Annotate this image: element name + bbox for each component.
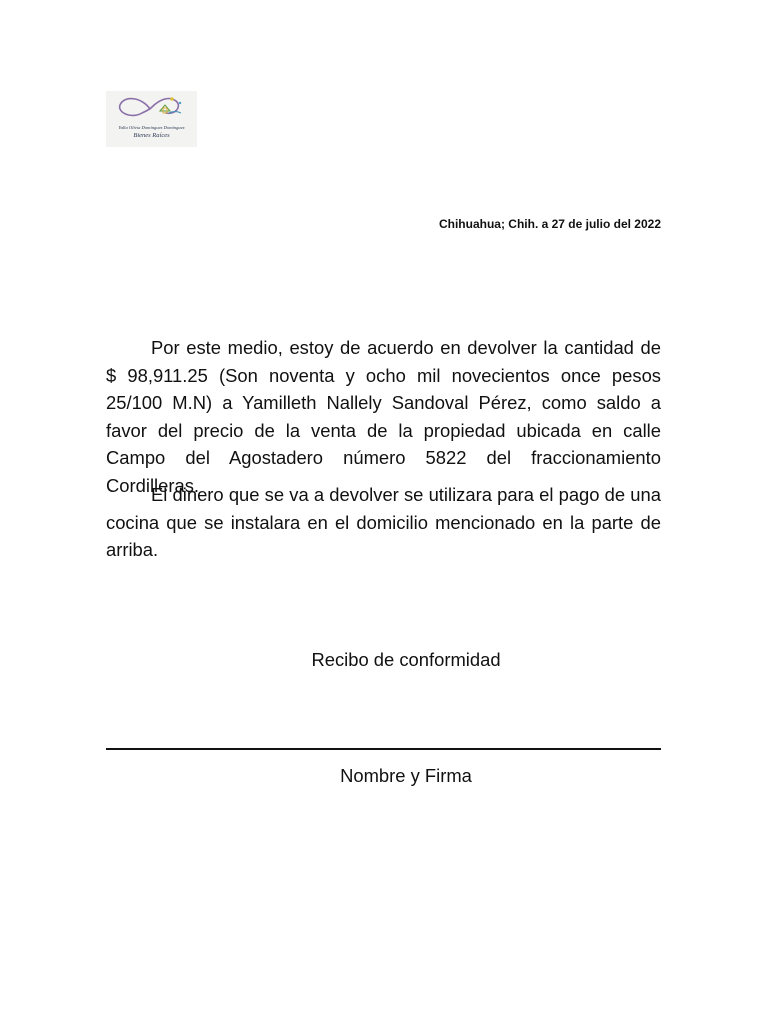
receipt-label: Recibo de conformidad [311,649,501,670]
body-paragraph-1-container [106,334,661,500]
infinity-logo-icon [106,91,197,127]
logo-tagline: Bienes Raíces [133,132,170,139]
logo-owner-name: Yalla Olivia Domínguez Domínguez [118,125,185,130]
company-logo [106,91,197,147]
date-location: Chihuahua; Chih. a 27 de julio del 2022 [438,217,661,231]
body-paragraph: El dinero que se va a devolver se utilizara para el pago de una cocina que se instalara en el domicilio mencionado en la parte de arriba. [106,484,661,561]
signature-line [106,748,661,750]
body-paragraph: Por este medio, estoy de acuerdo en devolver la cantidad de $ 98,911.25 (Son noventa y ocho mil novecientos once pesos 25/100 M.N) a Yamilleth Nallely Sandoval Pérez, como saldo a favor del precio de la venta de la propiedad ubicada en calle Campo del Agostadero número 5822 del fraccionamiento Cordilleras. [106,337,661,496]
signature-label: Nombre y Firma [340,765,472,786]
body-paragraph-2-container [106,481,661,564]
